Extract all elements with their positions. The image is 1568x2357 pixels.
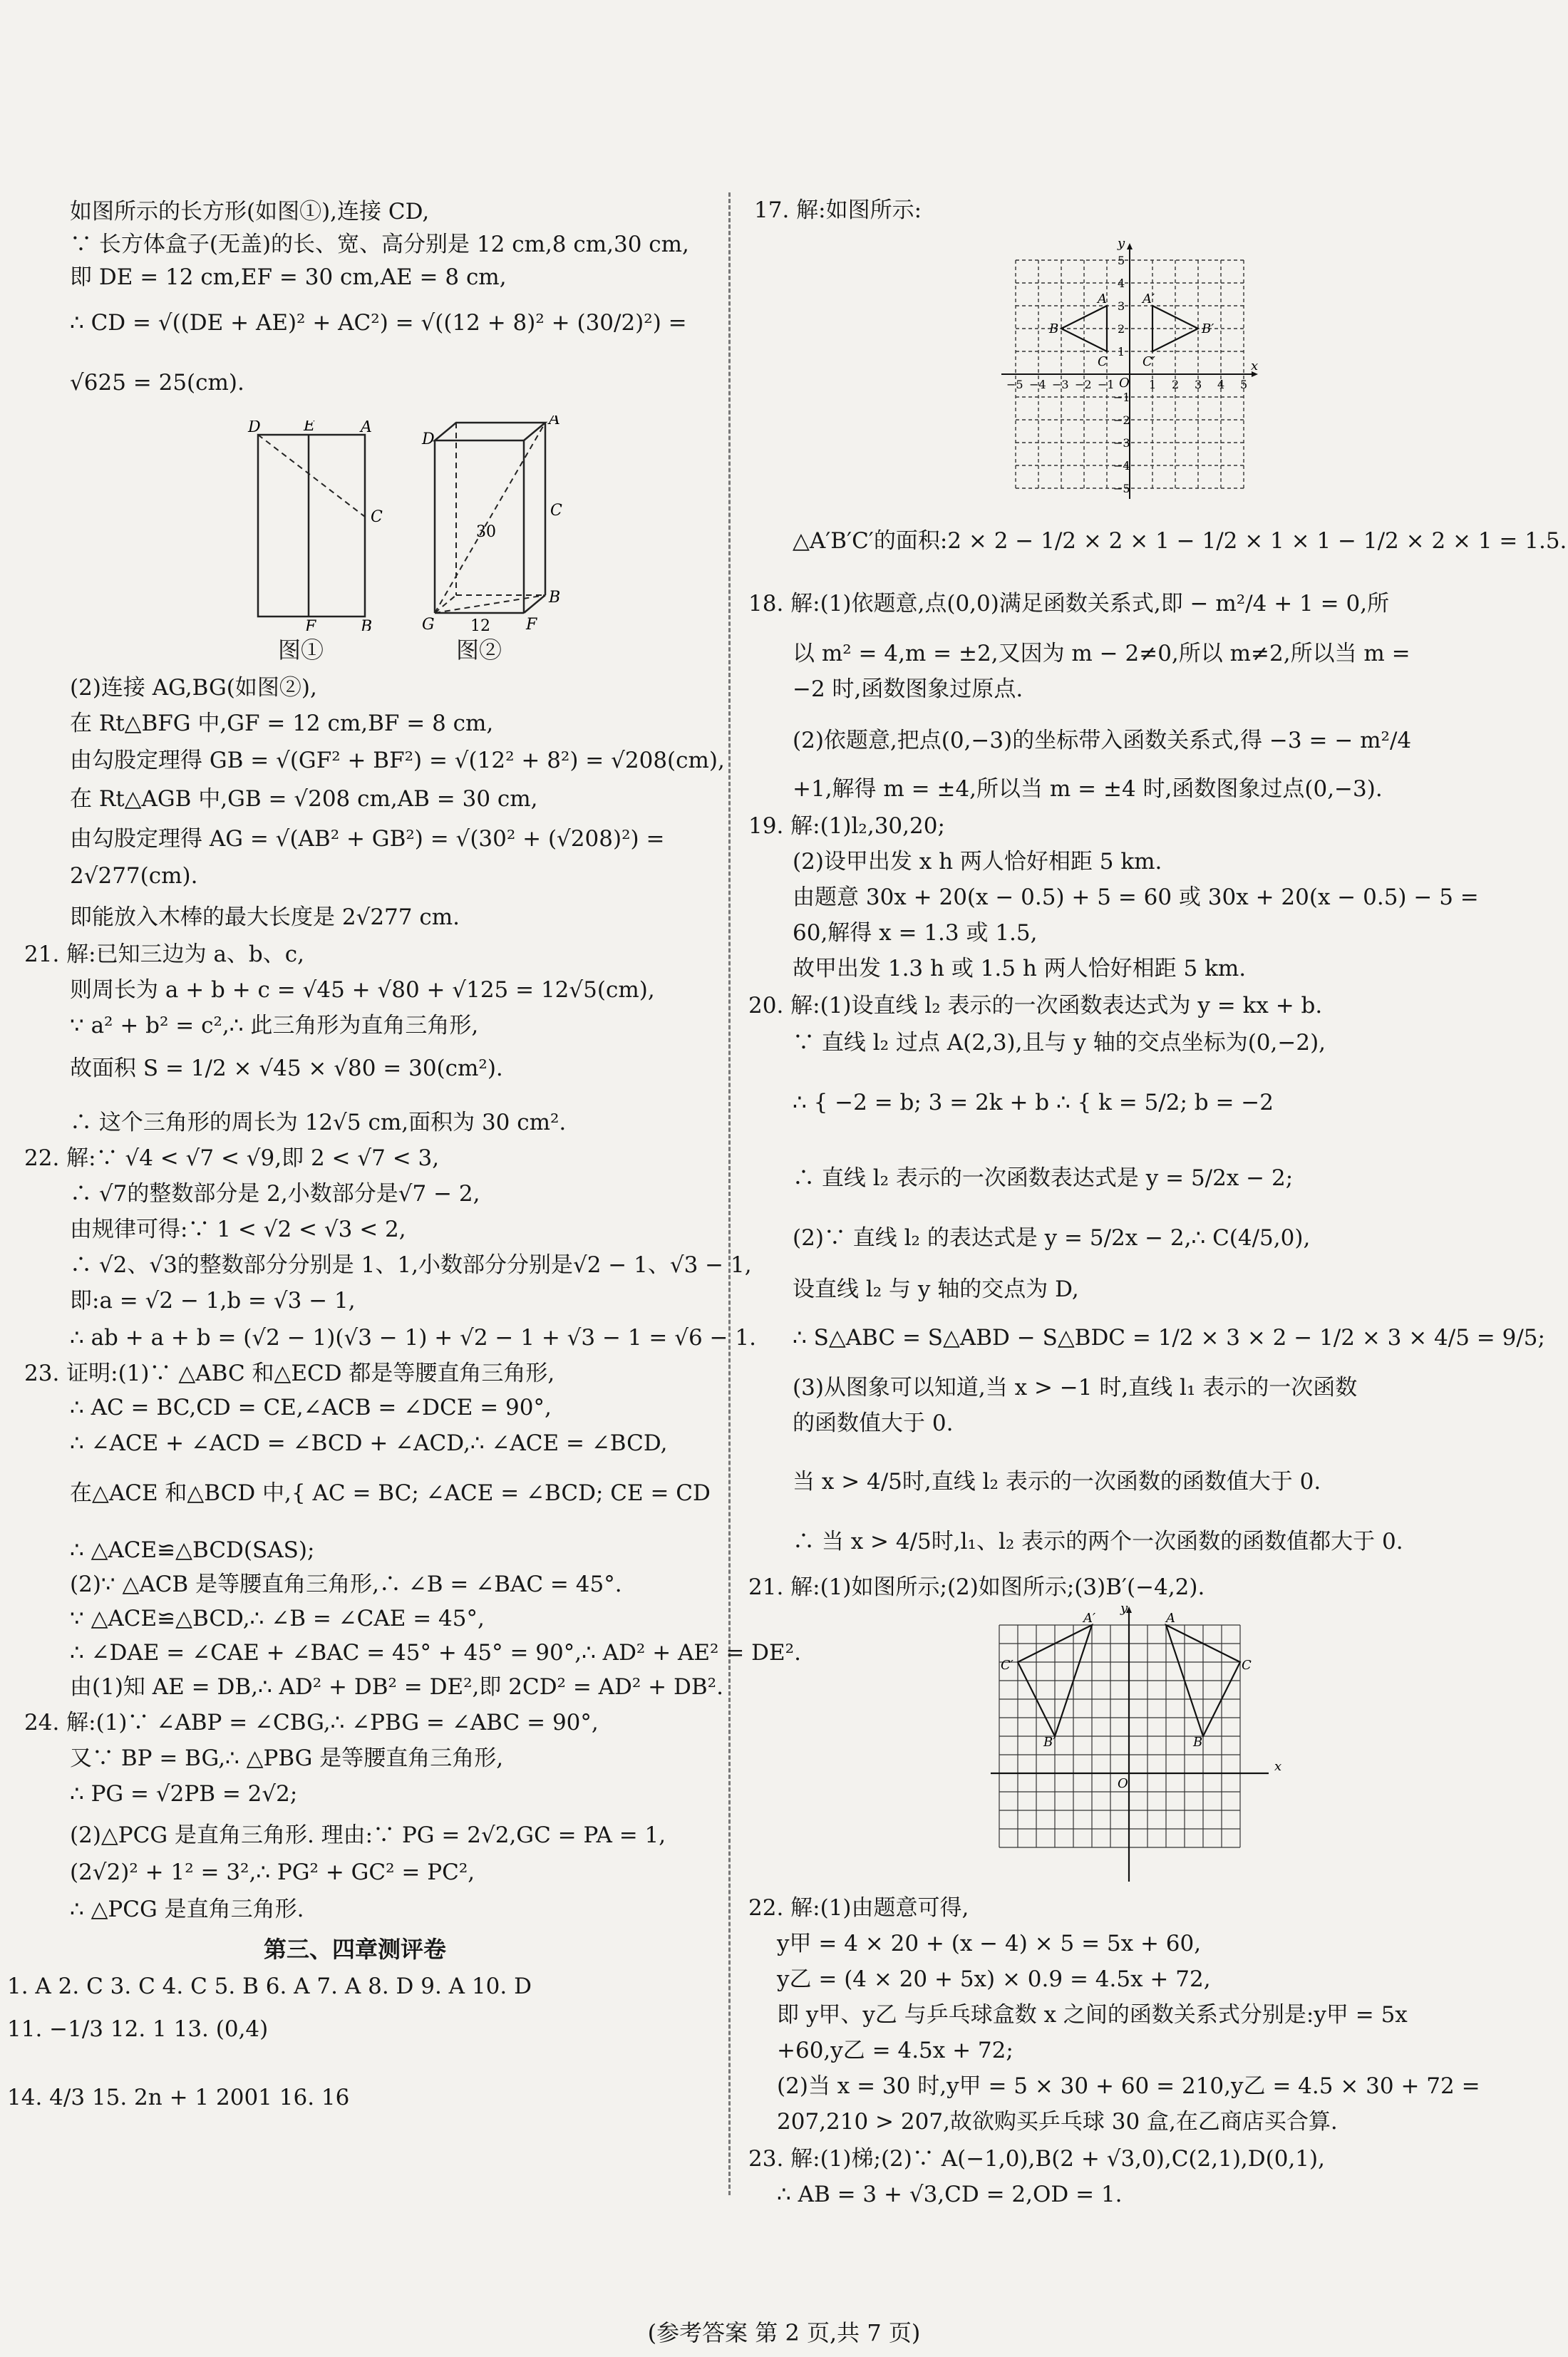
text-line: (2)当 x = 30 时,y甲 = 5 × 30 + 60 = 210,y乙 = 4.5 × 30 + 72 = — [777, 2073, 1480, 2099]
x-tick: −4 — [1029, 378, 1046, 391]
text-line: 由勾股定理得 AG = √(AB² + GB²) = √(30² + (√208)²) = — [70, 826, 665, 852]
label-A: A — [549, 416, 560, 428]
text-line: 设直线 l₂ 与 y 轴的交点为 D, — [793, 1277, 1079, 1302]
text-line: ∴ √2、√3的整数部分分别是 1、1,小数部分分别是√2 − 1、√3 − 1, — [70, 1252, 752, 1278]
point-B: B — [1193, 1735, 1203, 1750]
text-line: 在 Rt△BFG 中,GF = 12 cm,BF = 8 cm, — [70, 711, 494, 736]
text-line: 又∵ BP = BG,∴ △PBG 是等腰直角三角形, — [70, 1745, 504, 1771]
text-line: 由规律可得:∵ 1 < √2 < √3 < 2, — [70, 1217, 406, 1242]
origin-label: O — [1119, 376, 1130, 391]
y-tick: −1 — [1113, 391, 1130, 404]
point-C: C — [1242, 1658, 1252, 1673]
x-tick: 2 — [1172, 378, 1180, 391]
text-line: 在△ACE 和△BCD 中,{ AC = BC; ∠ACE = ∠BCD; CE = CD — [70, 1480, 711, 1506]
text-line: ∴ 这个三角形的周长为 12√5 cm,面积为 30 cm². — [70, 1110, 567, 1135]
text-line: ∵ △ACE≌△BCD,∴ ∠B = ∠CAE = 45°, — [70, 1606, 485, 1631]
y-tick: 2 — [1118, 322, 1125, 336]
y-tick: −4 — [1113, 459, 1130, 473]
text-line: 60,解得 x = 1.3 或 1.5, — [793, 920, 1038, 946]
text-line: 即:a = √2 − 1,b = √3 − 1, — [70, 1288, 356, 1314]
label-A: A — [361, 421, 372, 436]
label-F: F — [526, 616, 537, 631]
text-line: 如图所示的长方形(如图①),连接 CD, — [70, 199, 430, 225]
text-line: (2)设甲出发 x h 两人恰好相距 5 km. — [793, 849, 1162, 875]
text-line: ∴ ∠DAE = ∠CAE + ∠BAC = 45° + 45° = 90°,∴ AD² + AE² = DE². — [70, 1640, 801, 1666]
text-line: (2)连接 AG,BG(如图②), — [70, 675, 317, 701]
text-line: 20. 解:(1)设直线 l₂ 表示的一次函数表达式为 y = kx + b. — [748, 993, 1323, 1018]
text-line: 由(1)知 AE = DB,∴ AD² + DB² = DE²,即 2CD² = AD² + DB². — [70, 1674, 723, 1700]
text-line: 207,210 > 207,故欲购买乒乓球 30 盒,在乙商店买合算. — [777, 2109, 1338, 2135]
x-tick: −5 — [1006, 378, 1023, 391]
y-axis-label: y — [1118, 239, 1125, 251]
text-line: ∴ S△ABC = S△ABD − S△BDC = 1/2 × 3 × 2 − 1/2 × 3 × 4/5 = 9/5; — [793, 1325, 1545, 1351]
x-tick: 4 — [1217, 378, 1225, 391]
text-line: y乙 = (4 × 20 + 5x) × 0.9 = 4.5x + 72, — [777, 1966, 1211, 1992]
label-30: 30 — [476, 523, 496, 541]
figure-1 — [235, 421, 392, 664]
coordinate-grid-21 — [991, 1604, 1290, 1888]
answer-row: 11. −1/3 12. 1 13. (0,4) — [7, 2016, 269, 2042]
text-line: +1,解得 m = ±4,所以当 m = ±4 时,函数图象过点(0,−3). — [793, 776, 1383, 802]
text-line: ∵ a² + b² = c²,∴ 此三角形为直角三角形, — [70, 1013, 479, 1038]
y-tick: −5 — [1113, 482, 1130, 495]
answer-row: 14. 4/3 15. 2n + 1 2001 16. 16 — [7, 2085, 350, 2110]
text-line: 故甲出发 1.3 h 或 1.5 h 两人恰好相距 5 km. — [793, 956, 1247, 981]
text-line: ∴ △ACE≌△BCD(SAS); — [70, 1537, 315, 1563]
text-line: ∴ CD = √((DE + AE)² + AC²) = √((12 + 8)² + (30/2)²) = — [70, 310, 687, 336]
text-line: 21. 解:(1)如图所示;(2)如图所示;(3)B′(−4,2). — [748, 1574, 1205, 1600]
text-line: +60,y乙 = 4.5x + 72; — [777, 2038, 1013, 2063]
x-axis-label: x — [1251, 359, 1259, 373]
text-line: y甲 = 4 × 20 + (x − 4) × 5 = 5x + 60, — [777, 1931, 1202, 1956]
figure-2-caption: 图② — [456, 636, 502, 664]
text-line: √625 = 25(cm). — [70, 370, 244, 396]
text-line: 21. 解:已知三边为 a、b、c, — [24, 942, 304, 967]
y-tick: 1 — [1118, 345, 1125, 359]
point-B: B — [1049, 321, 1059, 336]
label-B: B — [361, 618, 373, 631]
text-line: (2√2)² + 1² = 3²,∴ PG² + GC² = PC², — [70, 1860, 475, 1885]
text-line: 即能放入木棒的最大长度是 2√277 cm. — [70, 904, 460, 930]
x-tick: 1 — [1149, 378, 1157, 391]
text-line: (2)△PCG 是直角三角形. 理由:∵ PG = 2√2,GC = PA = 1, — [70, 1822, 666, 1848]
point-A: A — [1098, 292, 1107, 306]
text-line: 24. 解:(1)∵ ∠ABP = ∠CBG,∴ ∠PBG = ∠ABC = 90°, — [24, 1710, 599, 1735]
text-line: 23. 证明:(1)∵ △ABC 和△ECD 都是等腰直角三角形, — [24, 1361, 555, 1386]
text-line: (3)从图象可以知道,当 x > −1 时,直线 l₁ 表示的一次函数 — [793, 1375, 1358, 1401]
text-line: ∴ 当 x > 4/5时,l₁、l₂ 表示的两个一次函数的函数值都大于 0. — [793, 1529, 1403, 1554]
text-line: ∴ ∠ACE + ∠ACD = ∠BCD + ∠ACD,∴ ∠ACE = ∠BCD, — [70, 1430, 668, 1456]
text-line: (2)∵ △ACB 是等腰直角三角形,∴ ∠B = ∠BAC = 45°. — [70, 1572, 622, 1597]
text-line: 22. 解:(1)由题意可得, — [748, 1895, 969, 1921]
text-line: ∵ 长方体盒子(无盖)的长、宽、高分别是 12 cm,8 cm,30 cm, — [70, 232, 689, 257]
text-line: ∴ △PCG 是直角三角形. — [70, 1897, 304, 1922]
y-tick: 3 — [1118, 299, 1125, 313]
text-line: ∴ 直线 l₂ 表示的一次函数表达式是 y = 5/2x − 2; — [793, 1165, 1294, 1191]
point-C: C — [1098, 354, 1108, 369]
page-footer: (参考答案 第 2 页,共 7 页) — [647, 2319, 921, 2346]
label-12: 12 — [470, 617, 490, 631]
answer-row: 1. A 2. C 3. C 4. C 5. B 6. A 7. A 8. D 9. A 10. D — [7, 1974, 532, 1999]
y-tick: 5 — [1118, 254, 1125, 267]
label-C: C — [550, 502, 562, 520]
text-line: ∴ ab + a + b = (√2 − 1)(√3 − 1) + √2 − 1 + √3 − 1 = √6 − 1. — [70, 1325, 756, 1351]
y-tick: 4 — [1118, 277, 1125, 290]
text-line: (2)∵ 直线 l₂ 的表达式是 y = 5/2x − 2,∴ C(4/5,0), — [793, 1225, 1311, 1251]
text-line: ∴ { −2 = b; 3 = 2k + b ∴ { k = 5/2; b = −2 — [793, 1090, 1274, 1115]
point-A-prime: A′ — [1143, 292, 1155, 306]
section-heading: 第三、四章测评卷 — [264, 1936, 447, 1963]
text-line: (2)依题意,把点(0,−3)的坐标带入函数关系式,得 −3 = − m²/4 — [793, 728, 1412, 753]
point-B-prime: B′ — [1202, 321, 1214, 336]
text-line: 23. 解:(1)梯;(2)∵ A(−1,0),B(2 + √3,0),C(2,1),D(0,1), — [748, 2146, 1325, 2172]
text-line: ∴ √7的整数部分是 2,小数部分是√7 − 2, — [70, 1181, 480, 1207]
x-axis-label: x — [1274, 1759, 1282, 1774]
text-line: 以 m² = 4,m = ±2,又因为 m − 2≠0,所以 m≠2,所以当 m = — [793, 641, 1410, 666]
x-tick: 3 — [1195, 378, 1202, 391]
origin-label: O — [1118, 1776, 1128, 1791]
label-C: C — [371, 508, 383, 526]
text-line: 由题意 30x + 20(x − 0.5) + 5 = 60 或 30x + 20(x − 0.5) − 5 = — [793, 884, 1479, 910]
figure-1-drawing — [235, 421, 392, 631]
y-tick: −2 — [1113, 413, 1130, 427]
text-line: ∴ AC = BC,CD = CE,∠ACB = ∠DCE = 90°, — [70, 1395, 552, 1420]
label-F: F — [305, 618, 316, 631]
text-line: 2√277(cm). — [70, 863, 198, 889]
point-B-prime: B′ — [1043, 1735, 1056, 1750]
text-line: ∴ PG = √2PB = 2√2; — [70, 1781, 298, 1807]
text-line: 19. 解:(1)l₂,30,20; — [748, 813, 945, 839]
coordinate-grid-17 — [998, 239, 1262, 523]
x-tick: 5 — [1240, 378, 1248, 391]
grid-21-drawing — [991, 1604, 1290, 1885]
y-axis-label: y — [1120, 1604, 1128, 1616]
label-E: E — [304, 421, 316, 435]
label-B: B — [549, 589, 561, 607]
grid-17-drawing — [998, 239, 1262, 520]
y-tick: −3 — [1113, 436, 1130, 450]
x-tick: −3 — [1052, 378, 1069, 391]
point-A-prime: A′ — [1083, 1611, 1096, 1626]
text-line: 17. 解:如图所示: — [754, 197, 922, 223]
text-line: 的函数值大于 0. — [793, 1410, 954, 1436]
text-line: 当 x > 4/5时,直线 l₂ 表示的一次函数的函数值大于 0. — [793, 1469, 1321, 1495]
label-D: D — [248, 421, 261, 436]
text-line: 即 DE = 12 cm,EF = 30 cm,AE = 8 cm, — [70, 264, 507, 290]
figure-1-caption: 图① — [278, 636, 324, 664]
point-A: A — [1166, 1611, 1175, 1626]
text-line: ∵ 直线 l₂ 过点 A(2,3),且与 y 轴的交点坐标为(0,−2), — [793, 1030, 1326, 1056]
text-line: △A′B′C′的面积:2 × 2 − 1/2 × 2 × 1 − 1/2 × 1 × 1 − 1/2 × 2 × 1 = 1.5. — [793, 528, 1567, 554]
x-tick: −1 — [1098, 378, 1115, 391]
text-line: 即 y甲、y乙 与乒乓球盒数 x 之间的函数关系式分别是:y甲 = 5x — [777, 2002, 1408, 2028]
figure-2 — [413, 416, 563, 664]
label-G: G — [422, 616, 435, 631]
text-line: 由勾股定理得 GB = √(GF² + BF²) = √(12² + 8²) = √208(cm), — [70, 748, 725, 773]
label-D: D — [422, 430, 435, 448]
text-line: −2 时,函数图象过原点. — [793, 676, 1023, 702]
column-divider — [728, 192, 731, 2195]
point-C-prime: C′ — [1001, 1658, 1013, 1673]
text-line: 在 Rt△AGB 中,GB = √208 cm,AB = 30 cm, — [70, 786, 538, 812]
text-line: 则周长为 a + b + c = √45 + √80 + √125 = 12√5(cm), — [70, 977, 655, 1003]
text-line: 故面积 S = 1/2 × √45 × √80 = 30(cm²). — [70, 1056, 503, 1081]
text-line: 18. 解:(1)依题意,点(0,0)满足函数关系式,即 − m²/4 + 1 = 0,所 — [748, 591, 1390, 617]
figure-2-drawing — [413, 416, 563, 631]
x-tick: −2 — [1075, 378, 1092, 391]
text-line: ∴ AB = 3 + √3,CD = 2,OD = 1. — [777, 2182, 1123, 2207]
point-C-prime: C′ — [1143, 354, 1155, 369]
text-line: 22. 解:∵ √4 < √7 < √9,即 2 < √7 < 3, — [24, 1145, 440, 1171]
